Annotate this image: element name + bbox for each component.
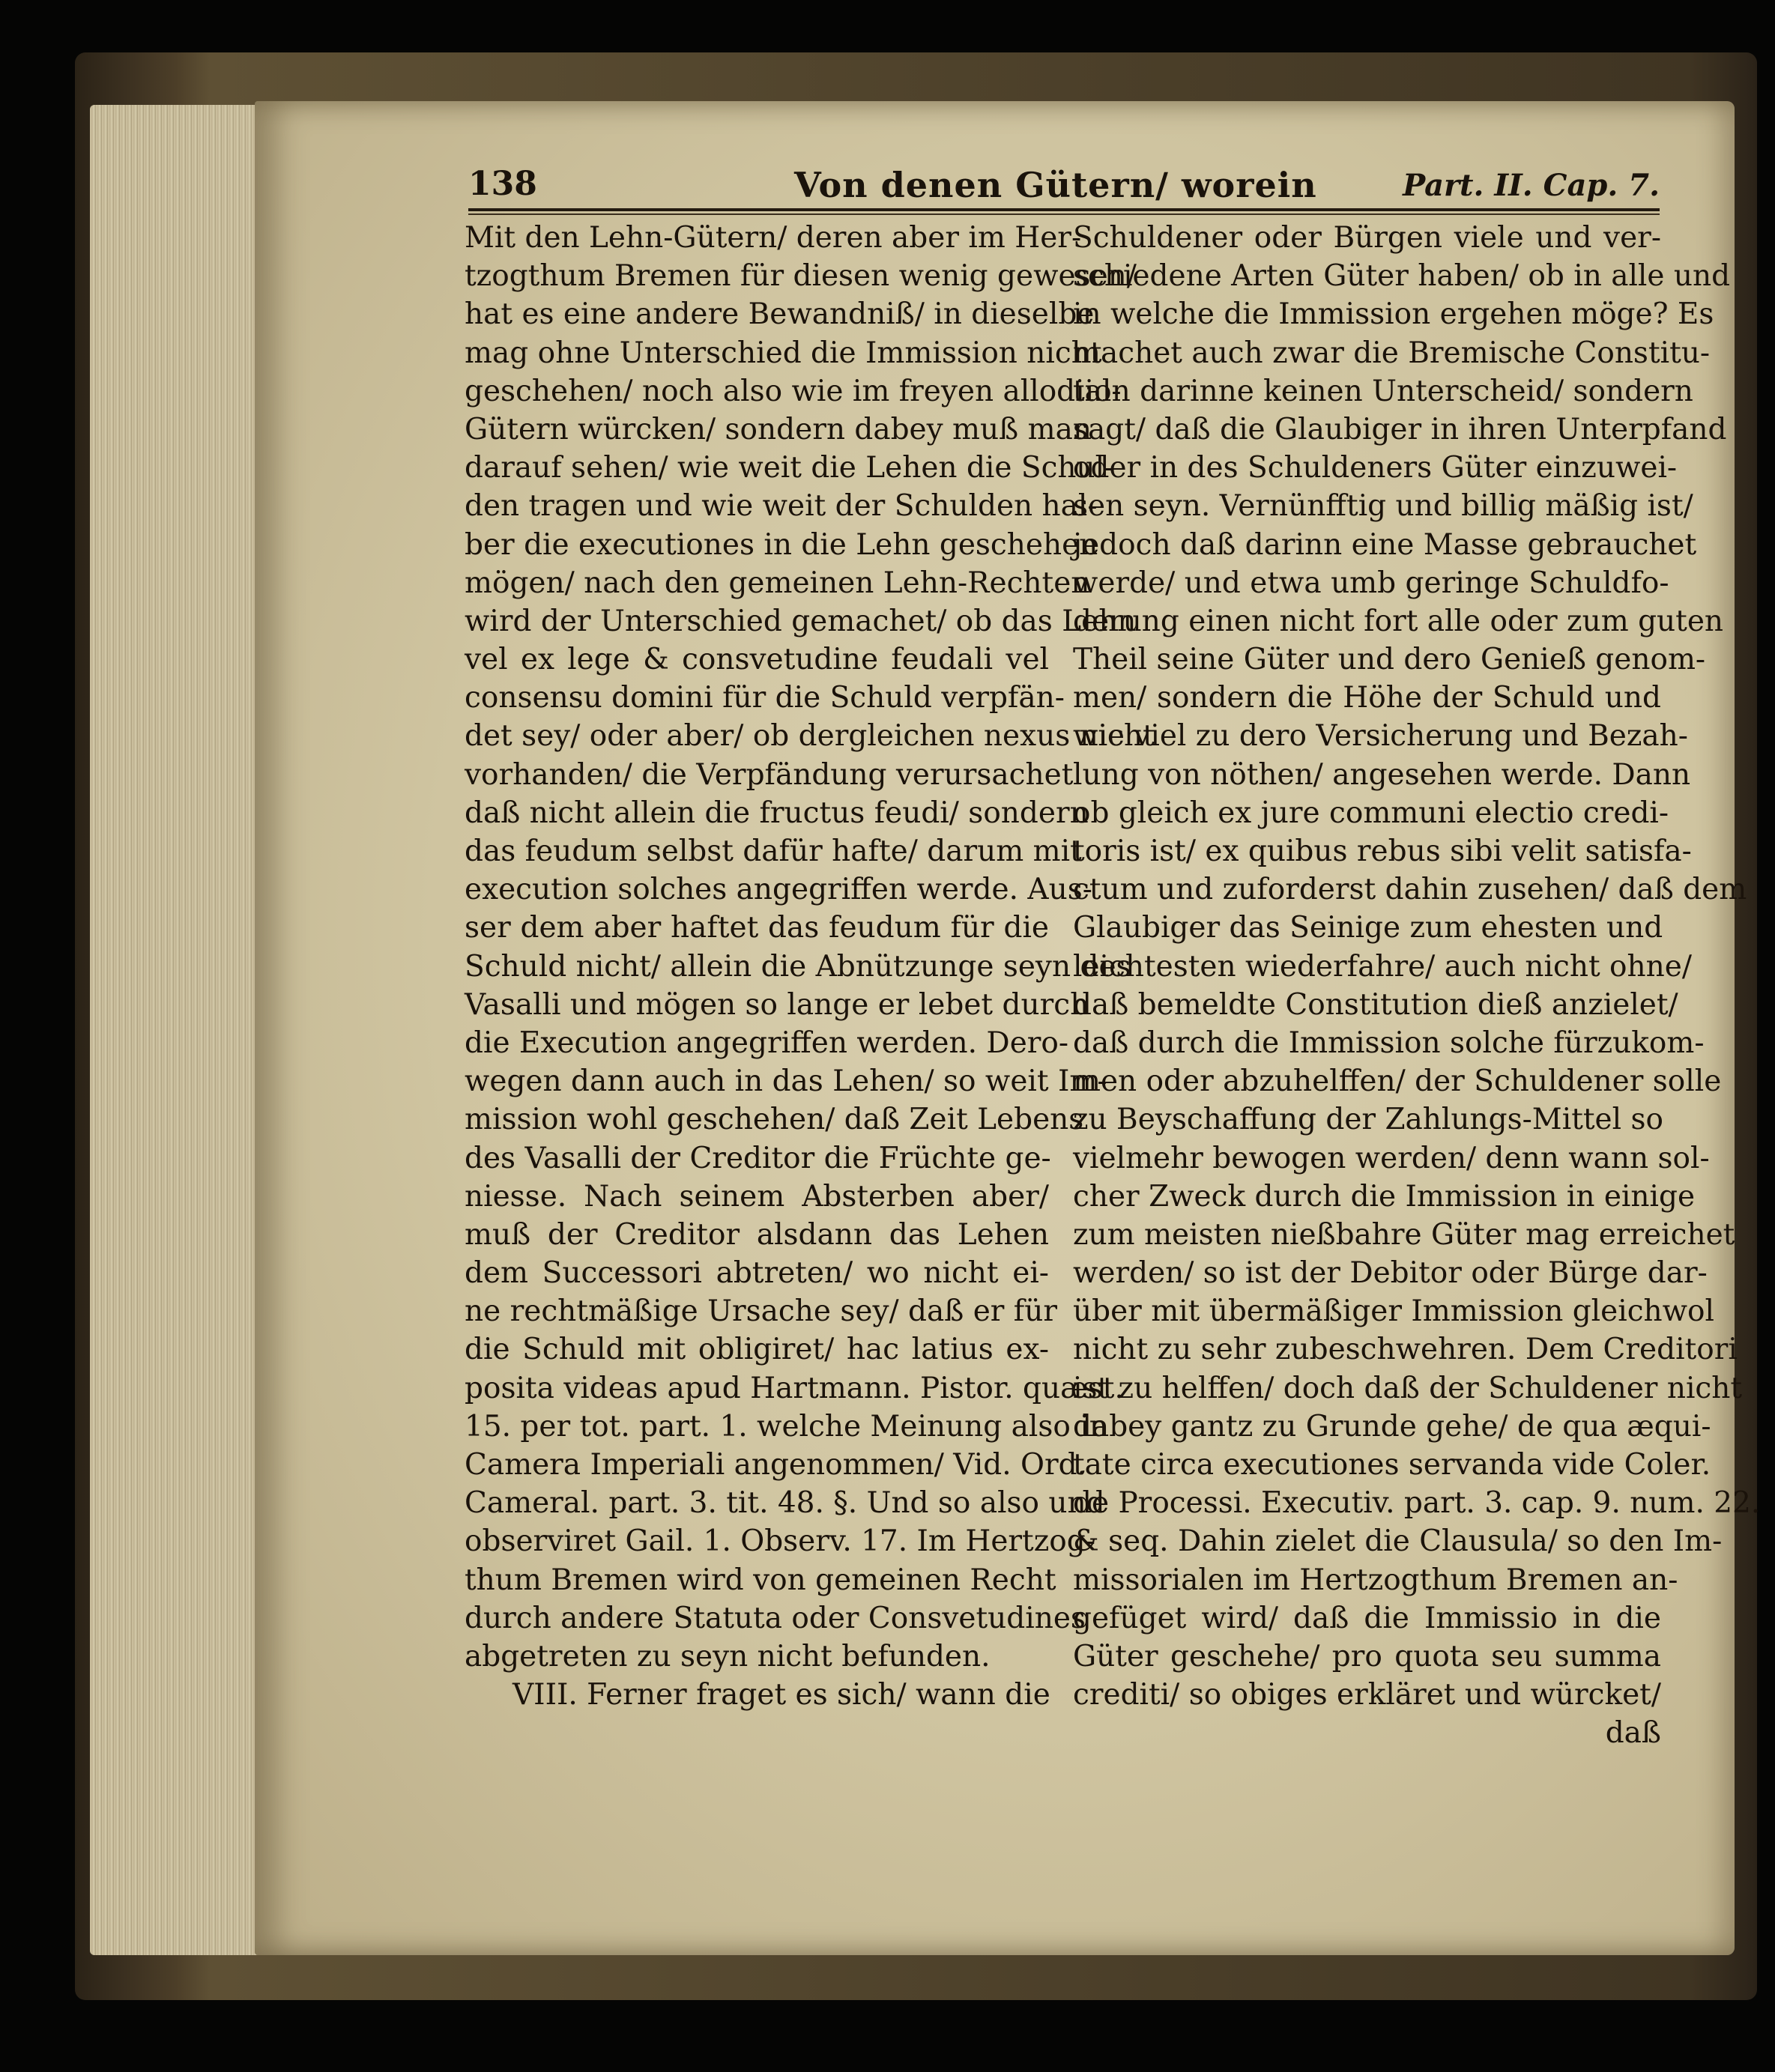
- text-line: oder in des Schuldeners Güter einzuwei-: [1073, 451, 1678, 485]
- text-line: machet auch zwar die Bremische Constitu-: [1073, 336, 1711, 370]
- text-line: daß bemeldte Constitution dieß anzielet/: [1073, 987, 1678, 1022]
- right-column: [1073, 219, 1761, 1753]
- text-line: vielmehr bewogen werden/ denn wann sol-: [1073, 1141, 1710, 1175]
- text-line: Glaubiger das Seinige zum ehesten und: [1073, 911, 1663, 945]
- text-line: observiret Gail. 1. Observ. 17. Im Hertzog-: [465, 1524, 1095, 1559]
- text-line: ctum und zuforderst dahin zusehen/ daß dem: [1073, 873, 1747, 907]
- text-line: Vasalli und mögen so lange er lebet durch: [465, 987, 1089, 1022]
- page-number: 138: [468, 165, 537, 203]
- text-line: gefüget wird/ daß die Immissio in die: [1073, 1601, 1661, 1635]
- page-header: [468, 165, 1660, 210]
- text-line: & seq. Dahin zielet die Clausula/ so den Im-: [1073, 1524, 1723, 1559]
- text-line: ser dem aber haftet das feudum für die: [465, 911, 1049, 945]
- header-rule: [468, 208, 1660, 211]
- text-line: wird der Unterschied gemachet/ ob das Lehn: [465, 604, 1137, 638]
- text-line: durch andere Statuta oder Consvetudines: [465, 1601, 1086, 1635]
- text-line: wie viel zu dero Versicherung und Bezah-: [1073, 719, 1688, 754]
- text-line: dem Successori abtreten/ wo nicht ei-: [465, 1256, 1049, 1291]
- text-line: den tragen und wie weit der Schulden hal-: [465, 489, 1098, 524]
- text-line: Schuldener oder Bürgen viele und ver-: [1073, 221, 1661, 255]
- text-line: ber die executiones in die Lehn geschehen: [465, 527, 1098, 562]
- text-line: crediti/ so obiges erkläret und würcket/: [1073, 1678, 1661, 1712]
- text-line: toris ist/ ex quibus rebus sibi velit satisfa-: [1073, 834, 1692, 868]
- text-line: Camera Imperiali angenommen/ Vid. Ord.: [465, 1448, 1086, 1482]
- text-line: schiedene Arten Güter haben/ ob in alle und: [1073, 259, 1731, 294]
- text-line: tion darinne keinen Unterscheid/ sondern: [1073, 374, 1693, 408]
- text-line: tzogthum Bremen für diesen wenig gewesen/: [465, 259, 1137, 294]
- text-line: das feudum selbst dafür hafte/ darum mit: [465, 834, 1082, 868]
- text-line: Cameral. part. 3. tit. 48. §. Und so also und: [465, 1486, 1105, 1521]
- text-line: cher Zweck durch die Immission in einige: [1073, 1179, 1696, 1214]
- text-line: men oder abzuhelffen/ der Schuldener solle: [1073, 1064, 1722, 1099]
- text-line: 15. per tot. part. 1. welche Meinung also in: [465, 1409, 1108, 1444]
- text-line: ist zu helffen/ doch daß der Schuldener nicht: [1073, 1371, 1743, 1405]
- text-line: abgetreten zu seyn nicht befunden.: [465, 1639, 991, 1673]
- text-line: missorialen im Hertzogthum Bremen an-: [1073, 1563, 1678, 1597]
- left-column: [465, 219, 1155, 1714]
- text-line: det sey/ oder aber/ ob dergleichen nexus nicht: [465, 719, 1155, 754]
- text-line: des Vasalli der Creditor die Früchte ge-: [465, 1141, 1051, 1175]
- text-line: werde/ und etwa umb geringe Schuldfo-: [1073, 566, 1669, 600]
- text-line: leichtesten wiederfahre/ auch nicht ohne/: [1073, 949, 1692, 984]
- text-line: jedoch daß darinn eine Masse gebrauchet: [1073, 527, 1697, 562]
- text-line: derung einen nicht fort alle oder zum guten: [1073, 604, 1724, 638]
- text-line: wegen dann auch in das Lehen/ so weit Im-: [465, 1064, 1107, 1099]
- text-line: mission wohl geschehen/ daß Zeit Lebens: [465, 1103, 1084, 1137]
- text-line: Schuld nicht/ allein die Abnützunge seyn des: [465, 949, 1131, 984]
- text-line: muß der Creditor alsdann das Lehen: [465, 1217, 1049, 1252]
- text-line: daß nicht allein die fructus feudi/ sondern: [465, 796, 1089, 830]
- text-line: werden/ so ist der Debitor oder Bürge dar-: [1073, 1256, 1708, 1291]
- text-line: zu Beyschaffung der Zahlungs-Mittel so: [1073, 1103, 1663, 1137]
- text-line: in welche die Immission ergehen möge? Es: [1073, 297, 1714, 332]
- text-line: VIII. Ferner fraget es sich/ wann die: [512, 1678, 1050, 1712]
- running-title: Von denen Gütern/ worein: [794, 165, 1317, 205]
- text-line: posita videas apud Hartmann. Pistor. quæst.: [465, 1371, 1124, 1405]
- text-line: mag ohne Unterschied die Immission nicht: [465, 336, 1102, 370]
- text-line: Gütern würcken/ sondern dabey muß man: [465, 412, 1092, 446]
- header-rule-thin: [468, 213, 1660, 215]
- text-line: Mit den Lehn-Gütern/ deren aber im Her-: [465, 221, 1082, 255]
- text-line: consensu domini für die Schuld verpfän-: [465, 681, 1065, 715]
- text-line: die Schuld mit obligiret/ hac latius ex-: [465, 1333, 1049, 1367]
- text-line: geschehen/ noch also wie im freyen allodial-: [465, 374, 1122, 408]
- text-line: tate circa executiones servanda vide Coler.: [1073, 1448, 1711, 1482]
- text-line: execution solches angegriffen werde. Aus-: [465, 873, 1092, 907]
- text-line: zum meisten nießbahre Güter mag erreichet: [1073, 1217, 1735, 1252]
- text-line: sagt/ daß die Glaubiger in ihren Unterpfand: [1073, 412, 1727, 446]
- text-line: thum Bremen wird von gemeinen Recht: [465, 1563, 1056, 1597]
- text-line: dabey gantz zu Grunde gehe/ de qua æqui-: [1073, 1409, 1711, 1444]
- text-line: vorhanden/ die Verpfändung verursachet: [465, 757, 1074, 792]
- part-reference: Part. II. Cap. 7.: [1403, 168, 1660, 203]
- page-edges: [90, 105, 262, 1955]
- text-line: niesse. Nach seinem Absterben aber/: [465, 1179, 1049, 1214]
- text-line: über mit übermäßiger Immission gleichwol: [1073, 1294, 1715, 1329]
- text-line: ne rechtmäßige Ursache sey/ daß er für: [465, 1294, 1058, 1329]
- text-line: darauf sehen/ wie weit die Lehen die Schul-: [465, 451, 1115, 485]
- text-line: mögen/ nach den gemeinen Lehn-Rechten: [465, 566, 1090, 600]
- text-line: men/ sondern die Höhe der Schuld und: [1073, 681, 1661, 715]
- text-line: vel ex lege & consvetudine feudali vel: [465, 643, 1049, 677]
- text-line: ob gleich ex jure communi electio credi-: [1073, 796, 1669, 830]
- text-line: daß durch die Immission solche fürzukom-: [1073, 1026, 1705, 1060]
- text-line: Güter geschehe/ pro quota seu summa: [1073, 1639, 1661, 1673]
- text-line: nicht zu sehr zubeschwehren. Dem Creditori: [1073, 1333, 1738, 1367]
- text-line: Theil seine Güter und dero Genieß genom-: [1073, 643, 1706, 677]
- text-line: hat es eine andere Bewandniß/ in dieselbe: [465, 297, 1095, 332]
- text-line: die Execution angegriffen werden. Dero-: [465, 1026, 1069, 1060]
- text-line: daß: [1605, 1716, 1661, 1751]
- text-line: sen seyn. Vernünfftig und billig mäßig ist/: [1073, 489, 1693, 524]
- text-line: de Processi. Executiv. part. 3. cap. 9. num. 22.: [1073, 1486, 1761, 1521]
- text-line: lung von nöthen/ angesehen werde. Dann: [1073, 757, 1691, 792]
